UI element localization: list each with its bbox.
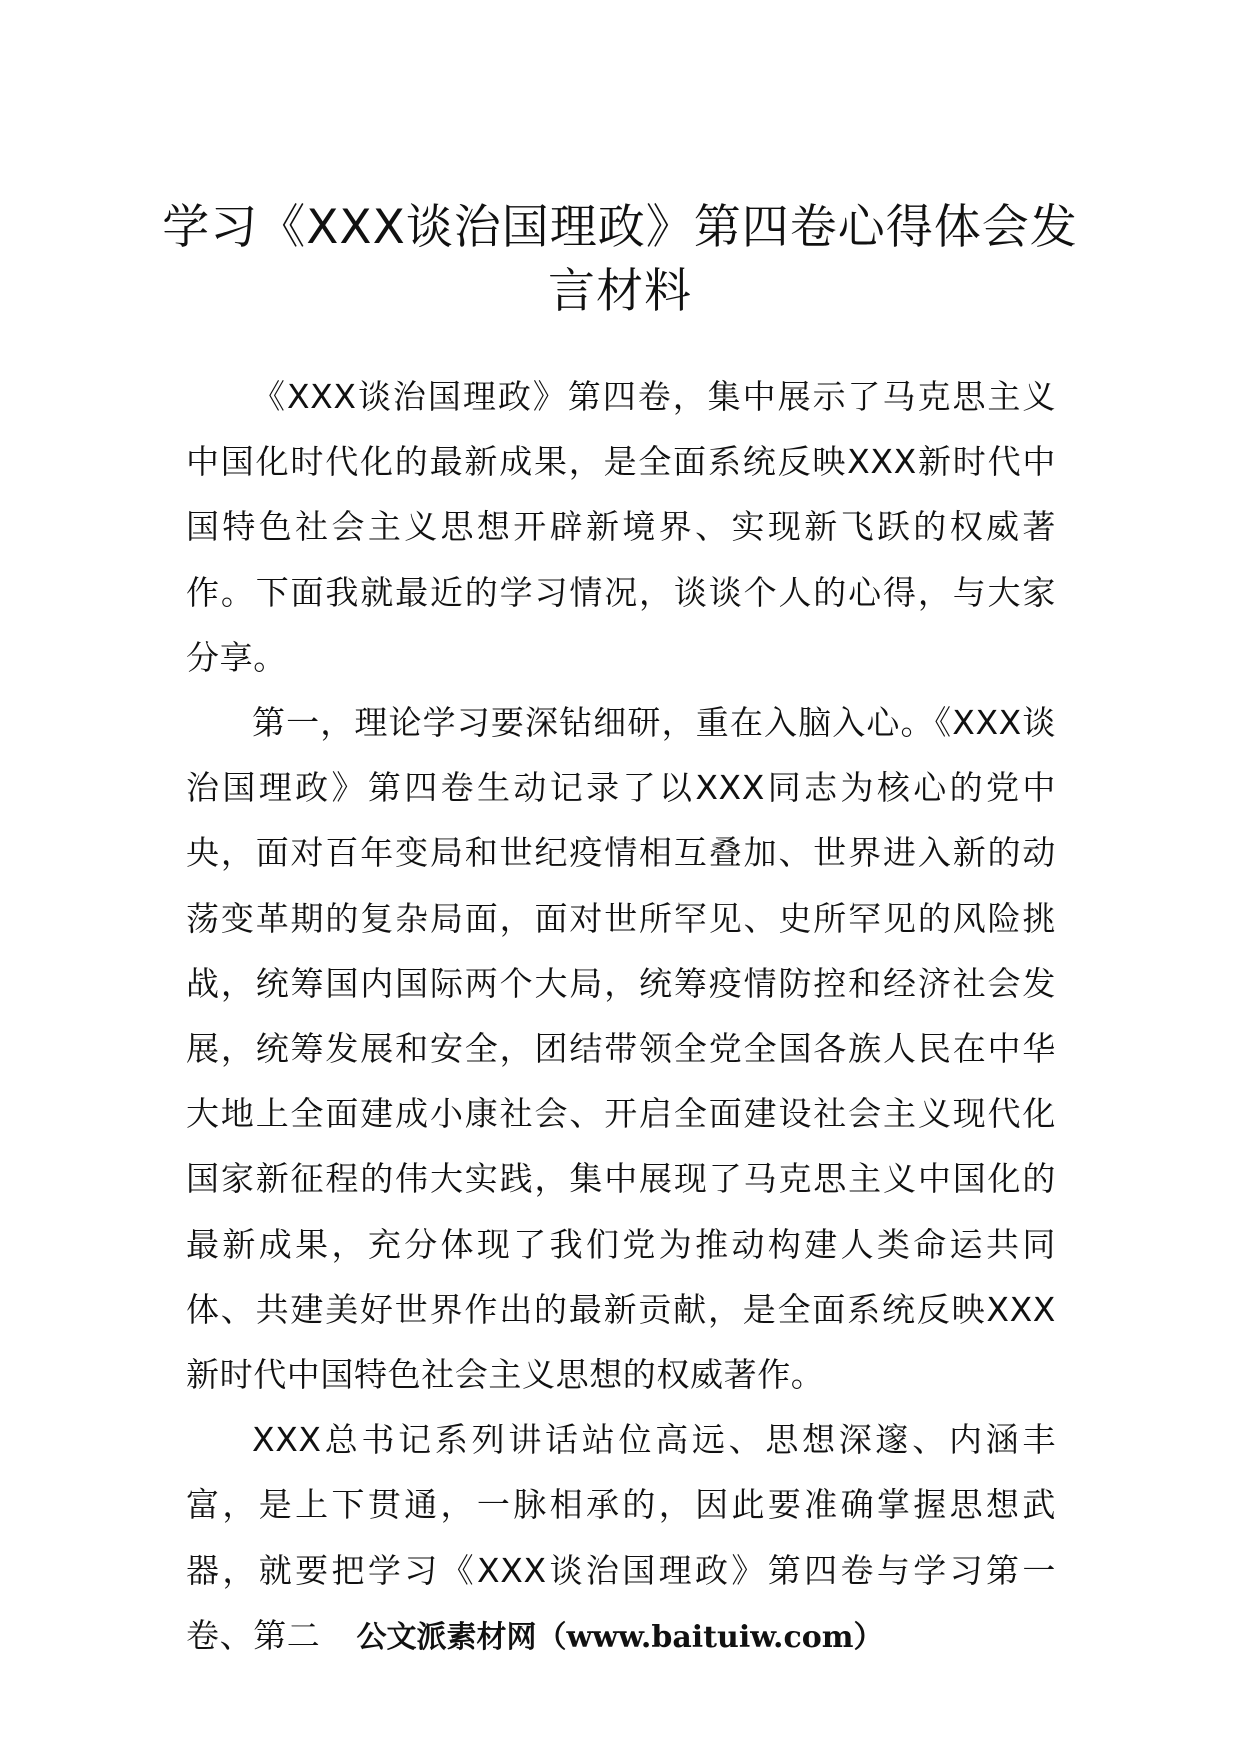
paragraph-intro: 《XXX谈治国理政》第四卷，集中展示了马克思主义中国化时代化的最新成果，是全面系统反映XXX新时代中国特色社会主义思想开辟新境界、实现新飞跃的权威著作。下面我就最近的学习情况，谈谈个人的心得，与大家分享。	[186, 377, 1056, 677]
paragraph-continuation: XXX总书记系列讲话站位高远、思想深邃、内涵丰富，是上下贯通，一脉相承的，因此要准确掌握思想武器，就要把学习《XXX谈治国理政》第四卷与学习第一卷、第二	[186, 1420, 1056, 1655]
document-title: 学习《XXX谈治国理政》第四卷心得体会发言材料	[162, 200, 1078, 319]
paragraph-first-point: 第一，理论学习要深钻细研，重在入脑入心。《XXX谈治国理政》第四卷生动记录了以XXX同志为核心的党中央，面对百年变局和世纪疫情相互叠加、世界进入新的动荡变革期的复杂局面，面对世所罕见、史所罕见的风险挑战，统筹国内国际两个大局，统筹疫情防控和经济社会发展，统筹发展和安全，团结带领全党全国各族人民在中华大地上全面建成小康社会、开启全面建设社会主义现代化国家新征程的伟大实践，集中展现了马克思主义中国化的最新成果，充分体现了我们党为推动构建人类命运共同体、共建美好世界作出的最新贡献，是全面系统反映XXX新时代中国特色社会主义思想的权威著作。	[186, 703, 1056, 1395]
document-body	[186, 364, 1056, 1668]
footer-watermark: 公文派素材网（www.baituiw.com）	[356, 1620, 884, 1655]
